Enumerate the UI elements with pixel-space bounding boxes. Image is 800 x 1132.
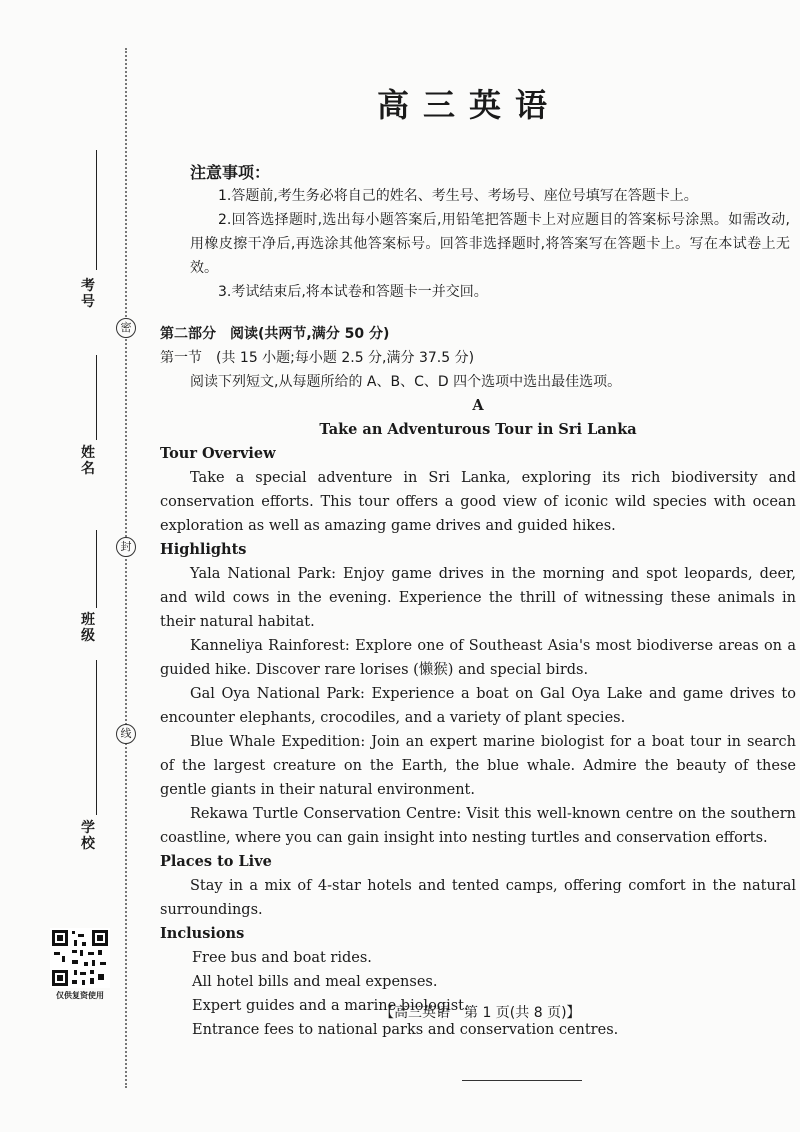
part-heading: 第二部分 阅读(共两节,满分 50 分) xyxy=(160,326,390,342)
passage-a xyxy=(160,394,796,1042)
inclusions-heading: Inclusions xyxy=(160,925,245,942)
inclusion-item: Entrance fees to national parks and conservation centres. xyxy=(192,1022,619,1038)
seal-feng: 封 xyxy=(116,537,136,557)
qr-caption: 仅供复资使用 xyxy=(56,991,104,1000)
inclusion-item: Expert guides and a marine biologist. xyxy=(192,998,469,1014)
notice-list xyxy=(190,184,790,304)
notice-item: 2.回答选择题时,选出每小题答案后,用铅笔把答题卡上对应题目的答案标号涂黑。如需改动,用橡皮擦干净后,再选涂其他答案标号。回答非选择题时,将答案写在答题卡上。写在本试卷上无效。 xyxy=(190,212,790,276)
qr-code xyxy=(50,928,110,988)
bottom-rule xyxy=(462,1080,582,1081)
seal-mi: 密 xyxy=(116,318,136,338)
exam-number-field xyxy=(72,150,106,310)
passage-label: A xyxy=(472,397,484,414)
inclusion-item: All hotel bills and meal expenses. xyxy=(192,974,438,990)
page-title: 高三英语 xyxy=(376,86,561,124)
places-text: Stay in a mix of 4-star hotels and tented camps, offering comfort in the natural surroundings. xyxy=(160,878,796,918)
name-field xyxy=(72,355,106,485)
highlight-item: Gal Oya National Park: Experience a boat on Gal Oya Lake and game drives to encounter elephants, crocodiles, and a variety of plant species. xyxy=(160,686,796,726)
overview-text: Take a special adventure in Sri Lanka, exploring its rich biodiversity and conservation efforts. This tour offers a good view of iconic wild species with ocean exploration as well as amazing game drives and guided hikes. xyxy=(160,470,796,534)
seal-xian: 线 xyxy=(116,724,136,744)
school-label: 学校 xyxy=(81,820,95,852)
places-heading: Places to Live xyxy=(160,853,272,870)
passage-title: Take an Adventurous Tour in Sri Lanka xyxy=(319,421,637,438)
notice-item: 3.考试结束后,将本试卷和答题卡一并交回。 xyxy=(218,284,488,300)
class-field xyxy=(72,530,106,660)
page-footer: 【高三英语 第 1 页(共 8 页)】 xyxy=(380,1005,581,1021)
overview-heading: Tour Overview xyxy=(160,445,276,462)
highlight-item: Blue Whale Expedition: Join an expert marine biologist for a boat tour in search of the largest creature on the Earth, the blue whale. Admire the beauty of these gentle giants in their natural environment. xyxy=(160,734,796,798)
highlight-item: Yala National Park: Enjoy game drives in the morning and spot leopards, deer, and wild cows in the evening. Experience the thrill of witnessing these animals in their natural habitat. xyxy=(160,566,796,630)
class-label: 班级 xyxy=(81,612,95,644)
inclusion-item: Free bus and boat rides. xyxy=(192,950,372,966)
highlights-heading: Highlights xyxy=(160,541,247,558)
exam-number-label: 考号 xyxy=(81,278,95,310)
part-block xyxy=(160,322,796,394)
highlight-item: Kanneliya Rainforest: Explore one of Southeast Asia's most biodiverse areas on a guided hike. Discover rare lorises (懒猴) and special birds. xyxy=(160,638,796,678)
notice-item: 1.答题前,考生务必将自己的姓名、考生号、考场号、座位号填写在答题卡上。 xyxy=(218,188,698,204)
highlight-item: Rekawa Turtle Conservation Centre: Visit this well-known centre on the southern coastline, where you can gain insight into nesting turtles and conservation efforts. xyxy=(160,806,796,846)
instruction: 阅读下列短文,从每题所给的 A、B、C、D 四个选项中选出最佳选项。 xyxy=(190,374,622,390)
notice-heading: 注意事项： xyxy=(190,163,271,182)
binding-dotted-line xyxy=(125,48,127,1088)
section-heading: 第一节 (共 15 小题;每小题 2.5 分,满分 37.5 分) xyxy=(160,350,475,366)
name-label: 姓名 xyxy=(81,445,95,477)
school-field xyxy=(72,660,106,860)
